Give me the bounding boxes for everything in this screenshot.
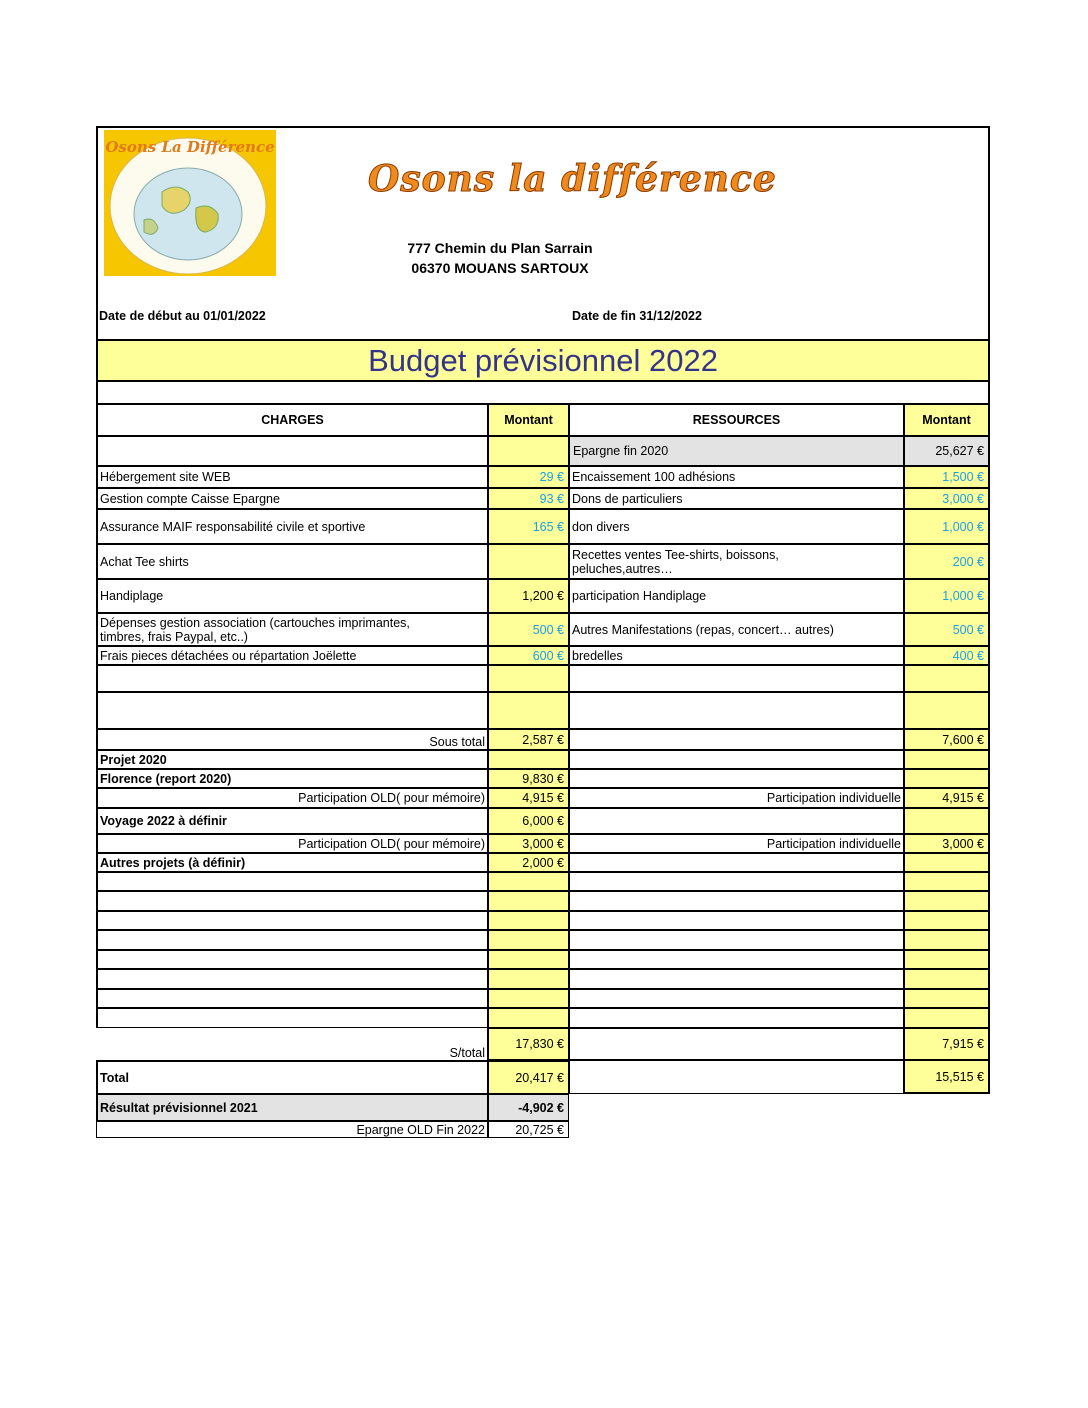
stotal-charges: 17,830 € <box>488 1028 569 1060</box>
table-cell-empty <box>96 969 488 989</box>
page-title: Budget prévisionnel 2022 <box>96 340 990 382</box>
table-cell-empty <box>904 853 990 872</box>
resultat-amount: -4,902 € <box>488 1094 569 1121</box>
table-cell-empty <box>569 872 904 891</box>
resource-amount: 1,500 € <box>904 466 990 488</box>
charge-amount: 1,200 € <box>488 579 569 613</box>
resource-label: Encaissement 100 adhésions <box>569 466 904 488</box>
table-cell-empty <box>569 769 904 788</box>
resource-amount: 500 € <box>904 613 990 646</box>
resources-header: RESSOURCES <box>569 404 904 436</box>
resource-amount: 3,000 € <box>904 488 990 509</box>
resource-amount: 400 € <box>904 646 990 665</box>
table-cell-empty <box>569 930 904 950</box>
table-cell-empty <box>569 665 904 692</box>
charge-amount: 165 € <box>488 509 569 544</box>
table-cell-empty <box>96 930 488 950</box>
table-cell-empty <box>569 1028 904 1060</box>
florence-individual-amount: 4,915 € <box>904 788 990 808</box>
charge-label: Handiplage <box>96 579 488 613</box>
charge-label: Assurance MAIF responsabilité civile et sportive <box>96 509 488 544</box>
sous-total-resources: 7,600 € <box>904 729 990 750</box>
resource-label: Dons de particuliers <box>569 488 904 509</box>
table-cell-empty <box>569 1060 904 1094</box>
charge-label: Hébergement site WEB <box>96 466 488 488</box>
charges-amount-header: Montant <box>488 404 569 436</box>
total-charges: 20,417 € <box>488 1060 569 1094</box>
address-line-2: 06370 MOUANS SARTOUX <box>411 260 589 276</box>
charge-label: Gestion compte Caisse Epargne <box>96 488 488 509</box>
table-cell-empty <box>569 989 904 1008</box>
table-cell-empty <box>488 872 569 891</box>
table-cell-empty <box>96 692 488 729</box>
resources-amount-header: Montant <box>904 404 990 436</box>
table-cell-empty <box>569 911 904 930</box>
voyage-participation-amount: 3,000 € <box>488 834 569 853</box>
table-cell-empty <box>488 665 569 692</box>
organisation-logo <box>104 130 276 276</box>
table-cell-empty <box>96 950 488 969</box>
table-cell-empty <box>904 750 990 769</box>
florence-label: Florence (report 2020) <box>96 769 488 788</box>
table-cell-empty <box>96 665 488 692</box>
resource-label: participation Handiplage <box>569 579 904 613</box>
table-cell-empty <box>904 969 990 989</box>
resource-label: bredelles <box>569 646 904 665</box>
autres-projets-label: Autres projets (à définir) <box>96 853 488 872</box>
charge-amount <box>488 544 569 579</box>
charge-amount: 500 € <box>488 613 569 646</box>
table-cell-empty <box>569 950 904 969</box>
table-cell-empty <box>488 692 569 729</box>
table-cell-empty <box>488 989 569 1008</box>
table-cell-empty <box>96 911 488 930</box>
table-cell-empty <box>904 1008 990 1028</box>
table-cell-empty <box>569 891 904 911</box>
logo-text: Osons La Différence <box>105 138 275 156</box>
table-cell-empty <box>488 911 569 930</box>
end-date: Date de fin 31/12/2022 <box>572 309 702 323</box>
voyage-individual-label: Participation individuelle <box>569 834 904 853</box>
table-cell-empty <box>904 692 990 729</box>
charge-amount: 29 € <box>488 466 569 488</box>
table-cell-empty <box>569 969 904 989</box>
table-cell-empty <box>96 989 488 1008</box>
table-cell-empty <box>488 891 569 911</box>
table-cell-empty <box>96 872 488 891</box>
voyage-individual-amount: 3,000 € <box>904 834 990 853</box>
florence-participation-amount: 4,915 € <box>488 788 569 808</box>
total-label: Total <box>96 1060 488 1094</box>
florence-individual-label: Participation individuelle <box>569 788 904 808</box>
epargne-amount: 25,627 € <box>904 436 990 466</box>
epargne-fin-amount: 20,725 € <box>488 1121 569 1138</box>
table-cell-empty <box>96 891 488 911</box>
table-cell-empty <box>904 989 990 1008</box>
charge-amount: 600 € <box>488 646 569 665</box>
table-cell-empty <box>488 969 569 989</box>
stotal-label: S/total <box>96 1028 488 1060</box>
voyage-amount: 6,000 € <box>488 808 569 834</box>
table-cell-empty <box>904 891 990 911</box>
table-cell-empty <box>569 1008 904 1028</box>
table-cell-empty <box>569 729 904 750</box>
table-cell-empty <box>904 808 990 834</box>
charge-label: Achat Tee shirts <box>96 544 488 579</box>
charges-header: CHARGES <box>96 404 488 436</box>
table-cell-empty <box>569 750 904 769</box>
charge-amount: 93 € <box>488 488 569 509</box>
address-line-1: 777 Chemin du Plan Sarrain <box>407 240 593 256</box>
projet-2020-heading: Projet 2020 <box>96 750 488 769</box>
table-cell-empty <box>569 853 904 872</box>
table-cell-empty <box>904 950 990 969</box>
table-cell-empty <box>96 436 488 466</box>
florence-participation-label: Participation OLD( pour mémoire) <box>96 788 488 808</box>
sous-total-label: Sous total <box>96 729 488 750</box>
table-cell-empty <box>488 930 569 950</box>
table-cell-empty <box>569 808 904 834</box>
epargne-label: Epargne fin 2020 <box>569 436 904 466</box>
organisation-name: Osons la différence <box>368 158 777 200</box>
table-cell-empty <box>904 665 990 692</box>
resource-amount: 1,000 € <box>904 509 990 544</box>
table-cell-empty <box>96 1008 488 1028</box>
table-cell-empty <box>488 1008 569 1028</box>
table-cell-empty <box>569 692 904 729</box>
sous-total-charges: 2,587 € <box>488 729 569 750</box>
resource-label: Autres Manifestations (repas, concert… autres) <box>569 613 904 646</box>
table-cell-empty <box>904 911 990 930</box>
table-cell-empty <box>904 769 990 788</box>
charge-label: Dépenses gestion association (cartouches imprimantes, timbres, frais Paypal, etc..) <box>96 613 488 646</box>
start-date: Date de début au 01/01/2022 <box>99 309 266 323</box>
voyage-participation-label: Participation OLD( pour mémoire) <box>96 834 488 853</box>
spacer-row <box>96 382 990 404</box>
resource-amount: 200 € <box>904 544 990 579</box>
table-cell-empty <box>904 872 990 891</box>
voyage-label: Voyage 2022 à définir <box>96 808 488 834</box>
resource-label: don divers <box>569 509 904 544</box>
resultat-label: Résultat prévisionnel 2021 <box>96 1094 488 1121</box>
resource-amount: 1,000 € <box>904 579 990 613</box>
florence-amount: 9,830 € <box>488 769 569 788</box>
table-cell-empty <box>488 750 569 769</box>
table-cell-empty <box>904 930 990 950</box>
autres-projets-amount: 2,000 € <box>488 853 569 872</box>
stotal-resources: 7,915 € <box>904 1028 990 1060</box>
table-cell-empty <box>488 436 569 466</box>
charge-label: Frais pieces détachées ou répartation Joëlette <box>96 646 488 665</box>
resource-label: Recettes ventes Tee-shirts, boissons, peluches,autres… <box>569 544 904 579</box>
epargne-fin-label: Epargne OLD Fin 2022 <box>96 1121 488 1138</box>
total-resources: 15,515 € <box>904 1060 990 1094</box>
globe-logo-icon <box>104 130 276 276</box>
table-cell-empty <box>488 950 569 969</box>
